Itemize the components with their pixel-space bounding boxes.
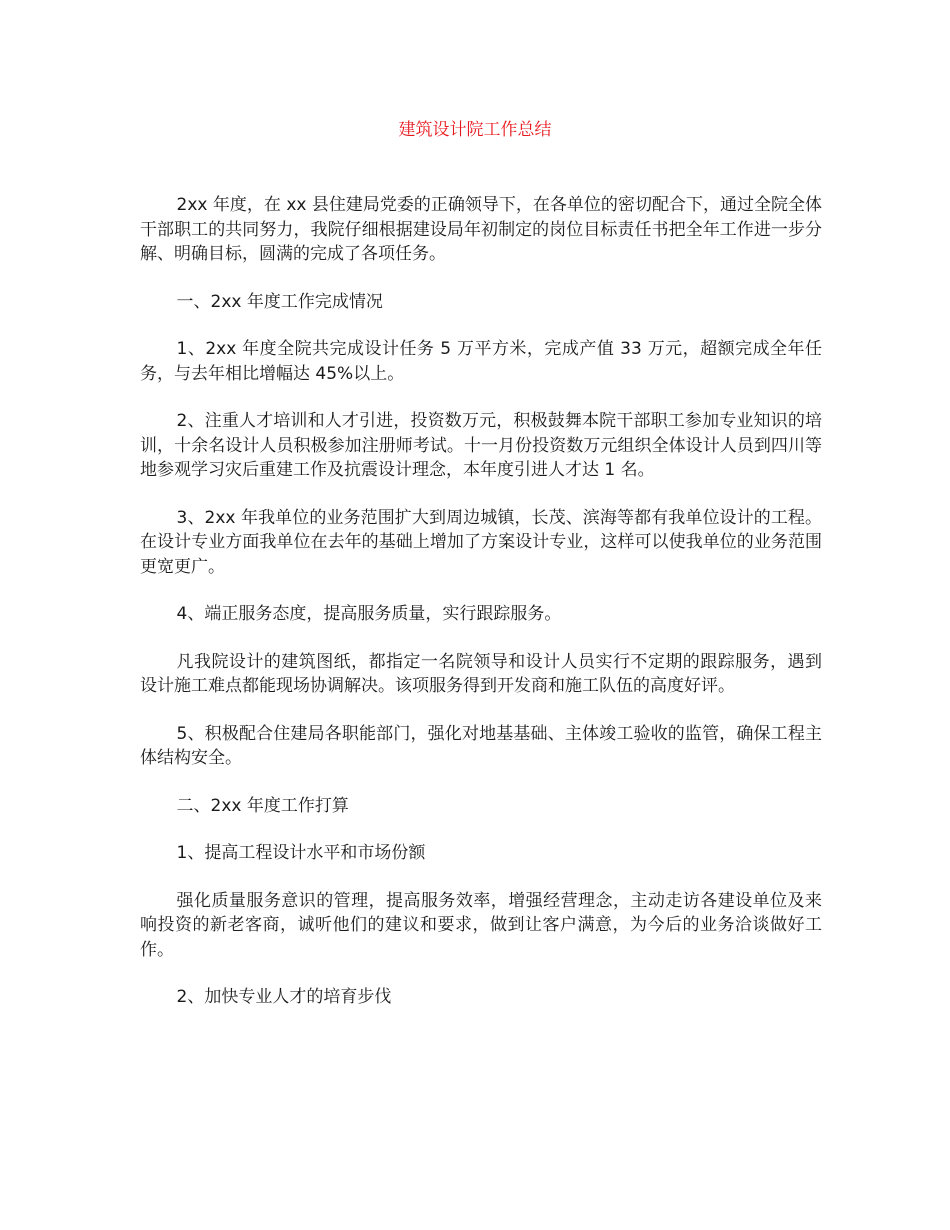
- paragraph-item-1: 1、2xx 年度全院共完成设计任务 5 万平方米，完成产值 33 万元，超额完成全年任务，与去年相比增幅达 45%以上。: [140, 339, 822, 384]
- paragraph-item-2: 2、注重人才培训和人才引进，投资数万元，积极鼓舞本院干部职工参加专业知识的培训，十余名设计人员积极参加注册师考试。十一月份投资数万元组织全体设计人员到四川等地参观学习灾后重建工作及抗震设计理念，本年度引进人才达 1 名。: [140, 411, 822, 480]
- paragraph-intro: 2xx 年度，在 xx 县住建局党委的正确领导下，在各单位的密切配合下，通过全院全体干部职工的共同努力，我院仔细根据建设局年初制定的岗位目标责任书把全年工作进一步分解、明确目标，圆满的完成了各项任务。: [140, 195, 822, 264]
- paragraph-item-4: 4、端正服务态度，提高服务质量，实行跟踪服务。: [176, 604, 562, 624]
- paragraph-item-4-detail: 凡我院设计的建筑图纸，都指定一名院领导和设计人员实行不定期的跟踪服务，遇到设计施工难点都能现场协调解决。该项服务得到开发商和施工队伍的高度好评。: [140, 651, 822, 696]
- paragraph-item-5: 5、积极配合住建局各职能部门，强化对地基基础、主体竣工验收的监管，确保工程主体结构安全。: [140, 723, 822, 768]
- subheading-plan-2: 2、加快专业人才的培育步伐: [176, 987, 392, 1007]
- section-heading-2: 二、2xx 年度工作打算: [176, 795, 349, 816]
- document-title: 建筑设计院工作总结: [398, 120, 552, 140]
- paragraph-plan-1-detail: 强化质量服务意识的管理，提高服务效率，增强经营理念，主动走访各建设单位及来响投资的新老客商，诚听他们的建议和要求，做到让客户满意，为今后的业务洽谈做好工作。: [140, 890, 822, 960]
- document-body: [140, 193, 822, 1033]
- paragraph-item-3: 3、2xx 年我单位的业务范围扩大到周边城镇，长茂、滨海等都有我单位设计的工程。在设计专业方面我单位在去年的基础上增加了方案设计专业，这样可以使我单位的业务范围更宽更广。: [140, 507, 822, 577]
- section-heading-1: 一、2xx 年度工作完成情况: [176, 291, 383, 312]
- subheading-plan-1: 1、提高工程设计水平和市场份额: [176, 843, 426, 863]
